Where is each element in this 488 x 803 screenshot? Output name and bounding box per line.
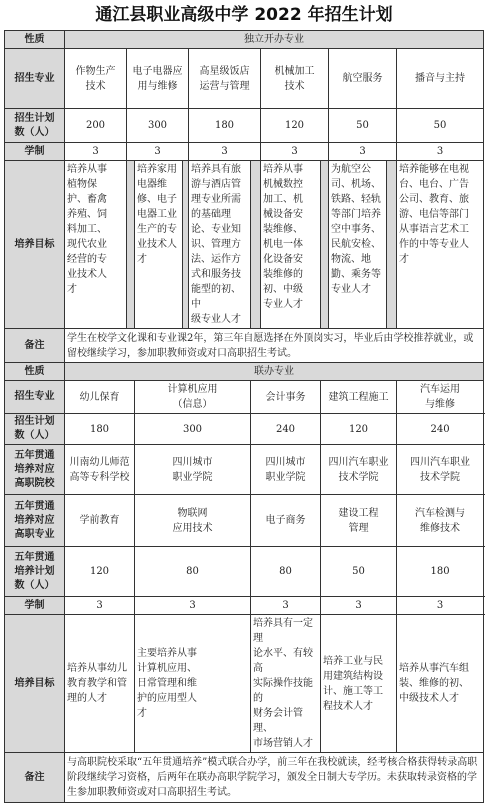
duration-label: 学制 [5, 143, 65, 161]
independent-major-cell: 作物生产 技术 [65, 49, 127, 109]
partner-major-cell: 物联网 应用技术 [135, 495, 251, 547]
joint-duration-cell: 3 [397, 597, 484, 615]
independent-plan-row [5, 109, 484, 143]
joint-plan-cell: 240 [251, 414, 321, 445]
joint-goal-cell: 培养具有一定理 论水平、有较高 实际操作技能的 财务会计管理、 市场营销人才 [251, 615, 321, 753]
spacer-cell [251, 161, 261, 329]
independent-plan-cell: 180 [189, 109, 261, 143]
independent-duration-cell: 3 [329, 143, 397, 161]
joint-duration-cell: 3 [135, 597, 251, 615]
independent-major-cell: 播音与主持 [397, 49, 484, 109]
independent-plan-cell: 120 [261, 109, 329, 143]
independent-duration-cell: 3 [127, 143, 189, 161]
remark-label: 备注 [5, 329, 65, 363]
partner-school-label: 五年贯通 培养对应 高职院校 [5, 445, 65, 495]
joint-goal-cell: 培养从事幼儿 教育教学和管 理的人才 [65, 615, 135, 753]
independent-major-cell: 航空服务 [329, 49, 397, 109]
joint-plan-cell: 300 [135, 414, 251, 445]
joint-goal-cell: 主要培养从事 计算机应用、 日常管理和维 护的应用型人 才 [135, 615, 251, 753]
joint-partner-plan-row [5, 547, 484, 597]
partner-school-cell: 四川城市 职业学院 [135, 445, 251, 495]
independent-goal-cell: 培养从事 植物保 护、畜禽 养殖、饲 料加工、 现代农业 经营的专 业技术人 才 [65, 161, 127, 329]
independent-major-row [5, 49, 484, 109]
independent-plan-cell: 50 [397, 109, 484, 143]
joint-goal-row [5, 615, 484, 753]
independent-duration-cell: 3 [261, 143, 329, 161]
independent-major-cell: 机械加工 技术 [261, 49, 329, 109]
joint-duration-cell: 3 [321, 597, 397, 615]
joint-plan-cell: 240 [397, 414, 484, 445]
joint-partner-major-row [5, 495, 484, 547]
plan-label: 招生计划 数（人） [5, 109, 65, 143]
independent-goal-cell: 培养从事 机械数控 加工、机 械设备安 装维修、 机电一体 化设备安 装维修的 初、中级 专业人才 [261, 161, 321, 329]
joint-duration-row [5, 597, 484, 615]
joint-major-cell: 汽车运用 与维修 [397, 381, 484, 414]
duration-label: 学制 [5, 597, 65, 615]
remark-label: 备注 [5, 753, 65, 803]
independent-major-cell: 电子电器应 用与维修 [127, 49, 189, 109]
partner-plan-cell: 180 [397, 547, 484, 597]
joint-partner-school-row [5, 445, 484, 495]
partner-school-cell: 四川城市 职业学院 [251, 445, 321, 495]
joint-duration-cell: 3 [251, 597, 321, 615]
joint-header: 联办专业 [65, 363, 484, 381]
independent-goal-cell: 为航空公 司、机场、 铁路、轻轨 等部门培养 空中事务、 民航安检、 物流、地 勤、乘务等 专业人才 [329, 161, 387, 329]
partner-plan-label: 五年贯通 培养计划 数（人） [5, 547, 65, 597]
independent-plan-cell: 300 [127, 109, 189, 143]
independent-duration-row [5, 143, 484, 161]
page-title: 通江县职业高级中学 2022 年招生计划 [95, 5, 393, 25]
independent-plan-cell: 200 [65, 109, 127, 143]
joint-major-cell: 建筑工程施工 [321, 381, 397, 414]
joint-plan-cell: 180 [65, 414, 135, 445]
joint-duration-cell: 3 [65, 597, 135, 615]
major-label: 招生专业 [5, 49, 65, 109]
independent-remark-text: 学生在校学文化课和专业课2年，第三年自愿选择在外顶岗实习，毕业后由学校推荐就业，或留校继续学习，参加职教师资或对口高职招生考试。 [65, 329, 484, 363]
enrollment-table [4, 30, 484, 803]
plan-label: 招生计划 数（人） [5, 414, 65, 445]
major-label: 招生专业 [5, 381, 65, 414]
partner-major-cell: 电子商务 [251, 495, 321, 547]
partner-major-label: 五年贯通 培养对应 高职专业 [5, 495, 65, 547]
joint-remark-row [5, 753, 484, 803]
independent-duration-cell: 3 [397, 143, 484, 161]
partner-school-cell: 四川汽车职业 技术学院 [321, 445, 397, 495]
partner-plan-cell: 50 [321, 547, 397, 597]
independent-remark-row [5, 329, 484, 363]
partner-school-cell: 川南幼儿师范 高等专科学校 [65, 445, 135, 495]
nature-label: 性质 [5, 363, 65, 381]
joint-nature-row [5, 363, 484, 381]
partner-plan-cell: 80 [251, 547, 321, 597]
independent-plan-cell: 50 [329, 109, 397, 143]
spacer-cell [127, 161, 135, 329]
joint-major-cell: 会计事务 [251, 381, 321, 414]
spacer-cell [387, 161, 397, 329]
independent-duration-cell: 3 [189, 143, 261, 161]
nature-label: 性质 [5, 31, 65, 49]
partner-school-cell: 四川汽车职业 技术学院 [397, 445, 484, 495]
independent-goal-cell: 培养具有旅 游与酒店管 理专业所需 的基础理 论、专业知 识、管理方 法、运作方 式和服务技 能型的初、中 级专业人才 [189, 161, 251, 329]
independent-goal-row [5, 161, 484, 329]
independent-nature-row [5, 31, 484, 49]
goal-label: 培养目标 [5, 615, 65, 753]
independent-major-cell: 高星级饭店 运营与管理 [189, 49, 261, 109]
joint-plan-cell: 120 [321, 414, 397, 445]
independent-goal-cell: 培养能够在电视 台、电台、广告 公司、教育、旅 游、电信等部门 从事语言艺术工 作的中等专业人 才 [397, 161, 484, 329]
joint-major-row [5, 381, 484, 414]
partner-plan-cell: 80 [135, 547, 251, 597]
partner-major-cell: 建设工程 管理 [321, 495, 397, 547]
independent-goal-cell: 培养家用 电器维 修、电子 电器工业 生产的专 业技术人 才 [135, 161, 183, 329]
independent-header: 独立开办专业 [65, 31, 484, 49]
partner-major-cell: 学前教育 [65, 495, 135, 547]
partner-plan-cell: 120 [65, 547, 135, 597]
independent-duration-cell: 3 [65, 143, 127, 161]
joint-major-cell: 计算机应用 （信息） [135, 381, 251, 414]
spacer-cell [321, 161, 329, 329]
joint-goal-cell: 培养从事汽车组 装、维修的初、 中级技术人才 [397, 615, 484, 753]
joint-plan-row [5, 414, 484, 445]
joint-major-cell: 幼儿保育 [65, 381, 135, 414]
partner-major-cell: 汽车检测与 维修技术 [397, 495, 484, 547]
joint-remark-text: 与高职院校采取“五年贯通培养”模式联合办学，前三年在我校就读，经考核合格获得转录高职阶段继续学习资格，后两年在联办高职学院学习，颁发全日制大专学历。未获取转录资格的学生参加职教师资或对口高职招生考试。 [65, 753, 484, 803]
joint-goal-cell: 培养工业与民 用建筑结构设 计、施工等工 程技术人才 [321, 615, 397, 753]
goal-label: 培养目标 [5, 161, 65, 329]
